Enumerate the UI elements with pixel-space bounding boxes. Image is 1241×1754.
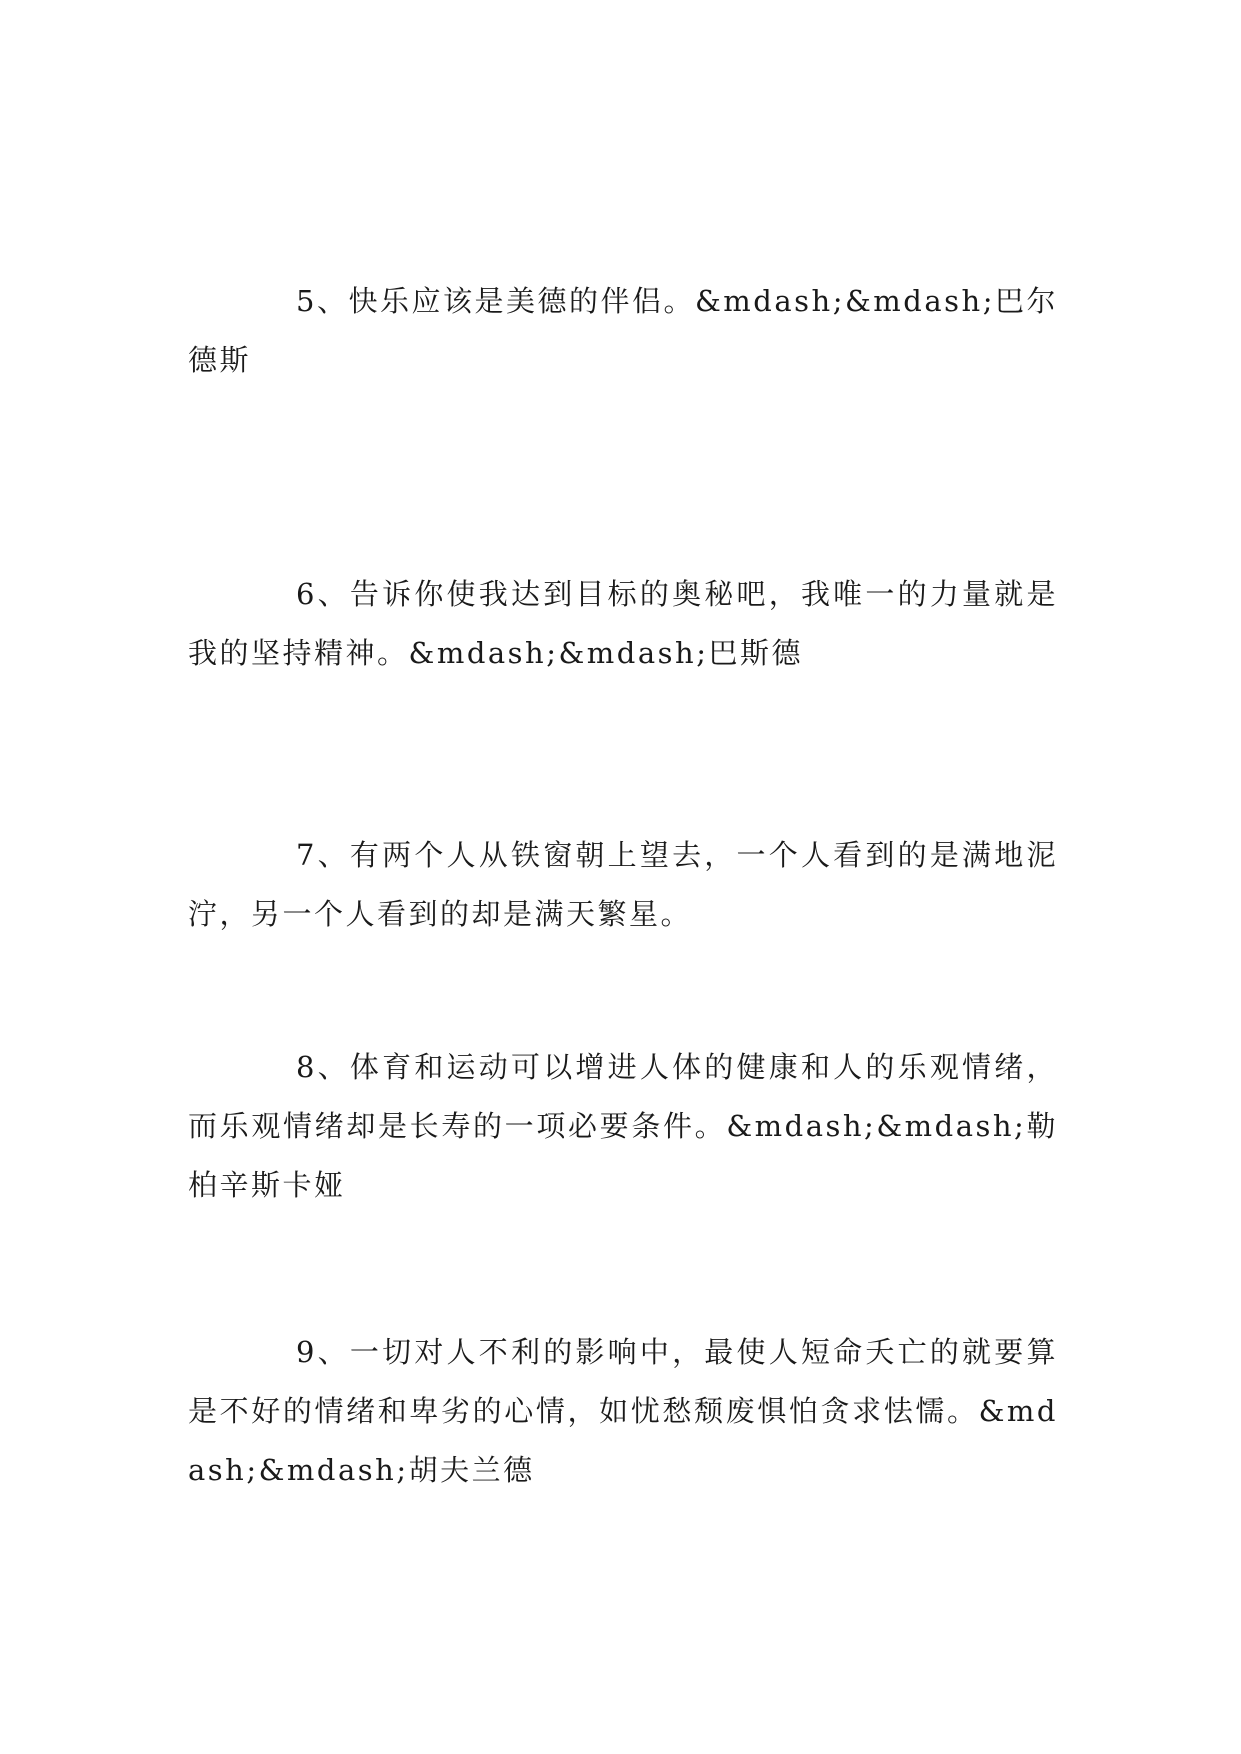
quote-paragraph-5: 5、快乐应该是美德的伴侣。&mdash;&mdash;巴尔德斯 xyxy=(188,284,1058,377)
quote-paragraph-9: 9、一切对人不利的影响中，最使人短命夭亡的就要算是不好的情绪和卑劣的心情，如忧愁颓废惧怕贪求怯懦。&mdash;&mdash;胡夫兰德 xyxy=(188,1335,1058,1487)
quote-paragraph-6: 6、告诉你使我达到目标的奥秘吧，我唯一的力量就是我的坚持精神。&mdash;&mdash;巴斯德 xyxy=(188,577,1058,670)
quote-paragraph-7: 7、有两个人从铁窗朝上望去，一个人看到的是满地泥泞，另一个人看到的却是满天繁星。 xyxy=(188,838,1058,931)
quote-paragraph-8: 8、体育和运动可以增进人体的健康和人的乐观情绪，而乐观情绪却是长寿的一项必要条件。&mdash;&mdash;勒柏辛斯卡娅 xyxy=(188,1050,1058,1202)
